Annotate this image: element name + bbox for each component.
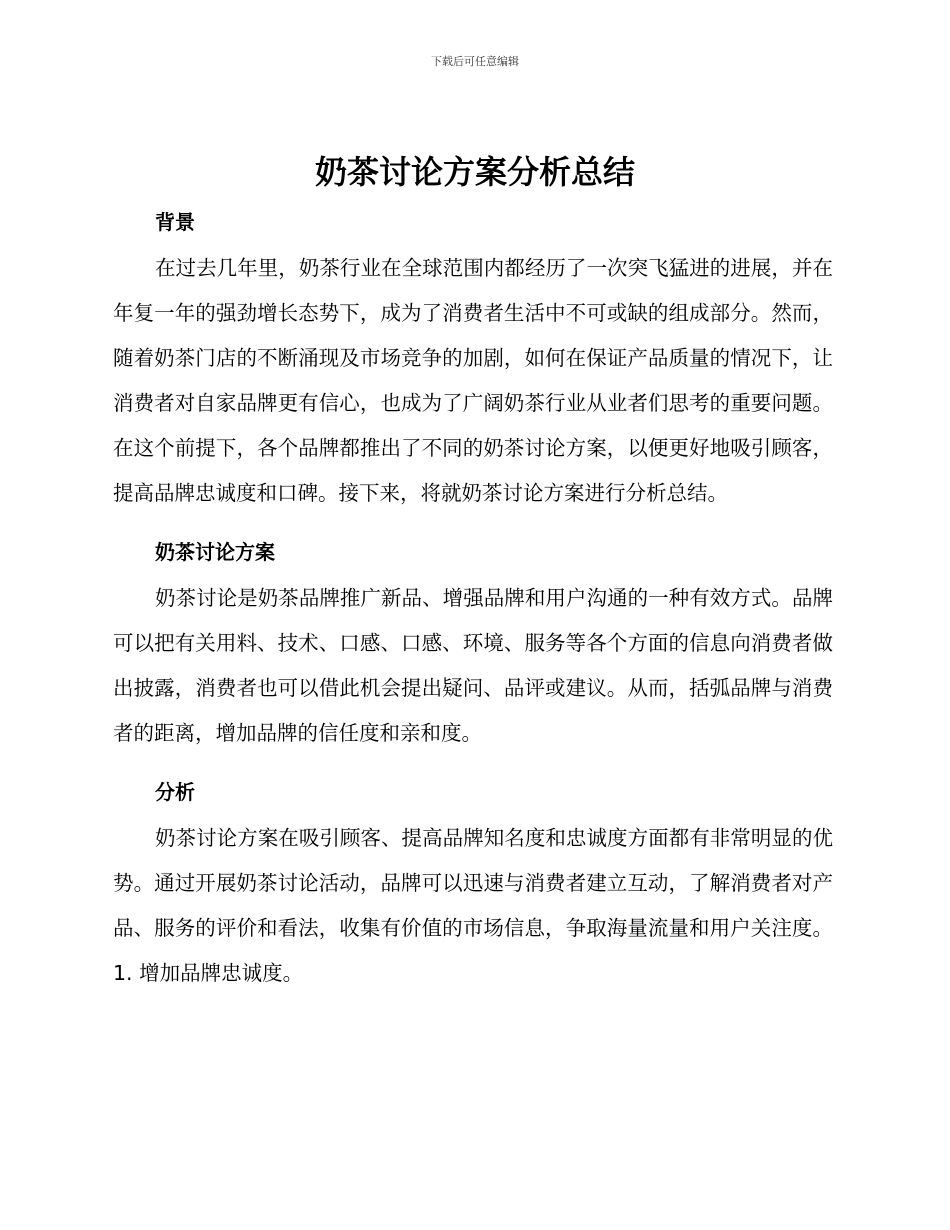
section-paragraph: 奶茶讨论是奶茶品牌推广新品、增强品牌和用户沟通的一种有效方式。品牌可以把有关用料、技术、口感、口感、环境、服务等各个方面的信息向消费者做出披露，消费者也可以借此机会提出疑问、品评或建议。从而，括弧品牌与消费者的距离，增加品牌的信任度和亲和度。 bbox=[113, 586, 833, 745]
section-heading: 分析 bbox=[155, 780, 195, 804]
section-background bbox=[113, 200, 833, 516]
section-paragraph: 在过去几年里，奶茶行业在全球范围内都经历了一次突飞猛进的进展，并在年复一年的强劲增长态势下，成为了消费者生活中不可或缺的组成部分。然而，随着奶茶门店的不断涌现及市场竞争的加剧，如何在保证产品质量的情况下，让消费者对自家品牌更有信心，也成为了广阔奶茶行业从业者们思考的重要问题。在这个前提下，各个品牌都推出了不同的奶茶讨论方案，以便更好地吸引顾客，提高品牌忠诚度和口碑。接下来，将就奶茶讨论方案进行分析总结。 bbox=[113, 256, 833, 505]
section-paragraph: 奶茶讨论方案在吸引顾客、提高品牌知名度和忠诚度方面都有非常明显的优势。通过开展奶茶讨论活动，品牌可以迅速与消费者建立互动，了解消费者对产品、服务的评价和看法，收集有价值的市场信息，争取海量流量和用户关注度。1. 增加品牌忠诚度。 bbox=[113, 826, 833, 985]
page-header-note: 下载后可任意编辑 bbox=[431, 55, 519, 68]
document-title: 奶茶讨论方案分析总结 bbox=[314, 153, 635, 191]
section-plan bbox=[113, 530, 833, 756]
section-analysis bbox=[113, 770, 833, 996]
section-heading: 奶茶讨论方案 bbox=[155, 540, 275, 564]
document-body bbox=[113, 200, 833, 996]
section-heading: 背景 bbox=[155, 210, 195, 234]
